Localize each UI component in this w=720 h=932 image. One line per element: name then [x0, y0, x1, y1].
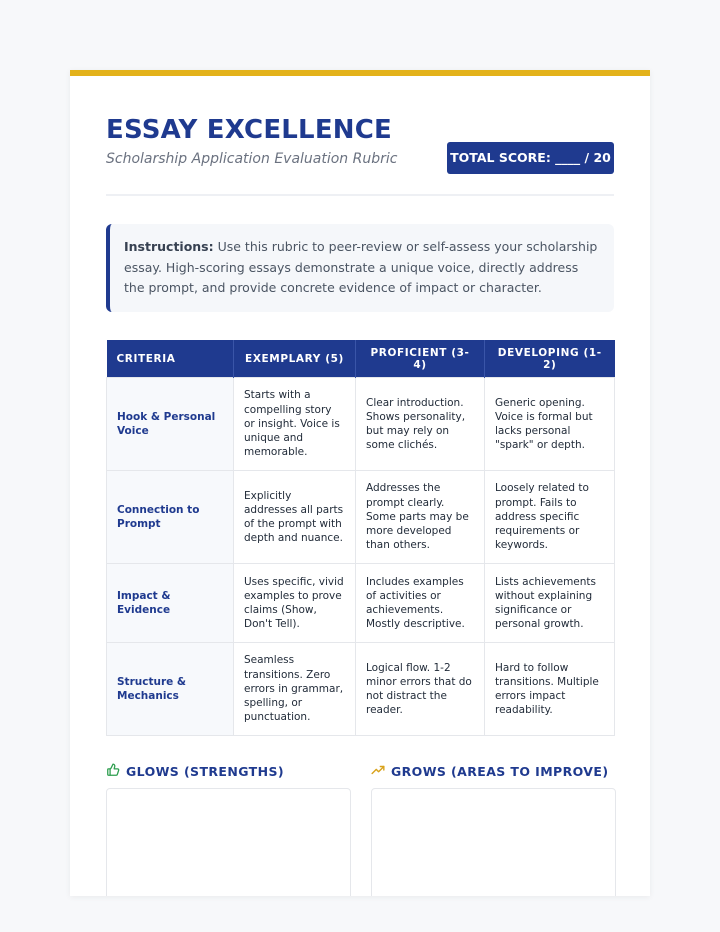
page-subtitle: Scholarship Application Evaluation Rubric	[106, 151, 398, 167]
developing-cell: Lists achievements without explaining significance or personal growth.	[485, 564, 615, 643]
column-header-proficient: PROFICIENT (3-4)	[356, 340, 485, 378]
column-header-exemplary: EXEMPLARY (5)	[234, 340, 356, 378]
rubric-page	[70, 70, 650, 896]
glows-label: GLOWS (STRENGTHS)	[126, 764, 284, 779]
exemplary-cell: Starts with a compelling story or insight. Voice is unique and memorable.	[234, 378, 356, 471]
criteria-cell: Structure & Mechanics	[107, 643, 234, 736]
rubric-header-row	[107, 340, 615, 378]
proficient-cell: Logical flow. 1-2 minor errors that do not distract the reader.	[356, 643, 485, 736]
proficient-cell: Clear introduction. Shows personality, but may rely on some clichés.	[356, 378, 485, 471]
exemplary-cell: Seamless transitions. Zero errors in grammar, spelling, or punctuation.	[234, 643, 356, 736]
grows-response-box[interactable]	[371, 788, 616, 896]
page-header	[106, 114, 614, 196]
table-row	[107, 643, 615, 736]
developing-cell: Hard to follow transitions. Multiple errors impact readability.	[485, 643, 615, 736]
developing-cell: Generic opening. Voice is formal but lacks personal "spark" or depth.	[485, 378, 615, 471]
grows-heading	[371, 764, 608, 781]
criteria-cell: Hook & Personal Voice	[107, 378, 234, 471]
instructions-lead: Instructions:	[124, 239, 214, 254]
criteria-cell: Impact & Evidence	[107, 564, 234, 643]
exemplary-cell: Uses specific, vivid examples to prove claims (Show, Don't Tell).	[234, 564, 356, 643]
page-title: ESSAY EXCELLENCE	[106, 115, 392, 145]
rubric-table	[106, 340, 615, 736]
grows-label: GROWS (AREAS TO IMPROVE)	[391, 764, 609, 779]
glows-heading	[106, 764, 284, 781]
glows-response-box[interactable]	[106, 788, 351, 896]
table-row	[107, 564, 615, 643]
thumbs-up-icon	[106, 763, 120, 781]
criteria-cell: Connection to Prompt	[107, 471, 234, 564]
total-score-badge: TOTAL SCORE: ____ / 20	[447, 142, 614, 174]
column-header-developing: DEVELOPING (1-2)	[485, 340, 615, 378]
trending-up-icon	[371, 763, 385, 781]
instructions-box	[106, 224, 614, 312]
developing-cell: Loosely related to prompt. Fails to address specific requirements or keywords.	[485, 471, 615, 564]
exemplary-cell: Explicitly addresses all parts of the prompt with depth and nuance.	[234, 471, 356, 564]
table-row	[107, 471, 615, 564]
proficient-cell: Addresses the prompt clearly. Some parts may be more developed than others.	[356, 471, 485, 564]
column-header-criteria: CRITERIA	[107, 340, 234, 378]
instructions-text: Use this rubric to peer-review or self-assess your scholarship essay. High-scoring essays demonstrate a unique voice, directly address the prompt, and provide concrete evidence of impact or character.	[124, 239, 598, 295]
table-row	[107, 378, 615, 471]
proficient-cell: Includes examples of activities or achievements. Mostly descriptive.	[356, 564, 485, 643]
